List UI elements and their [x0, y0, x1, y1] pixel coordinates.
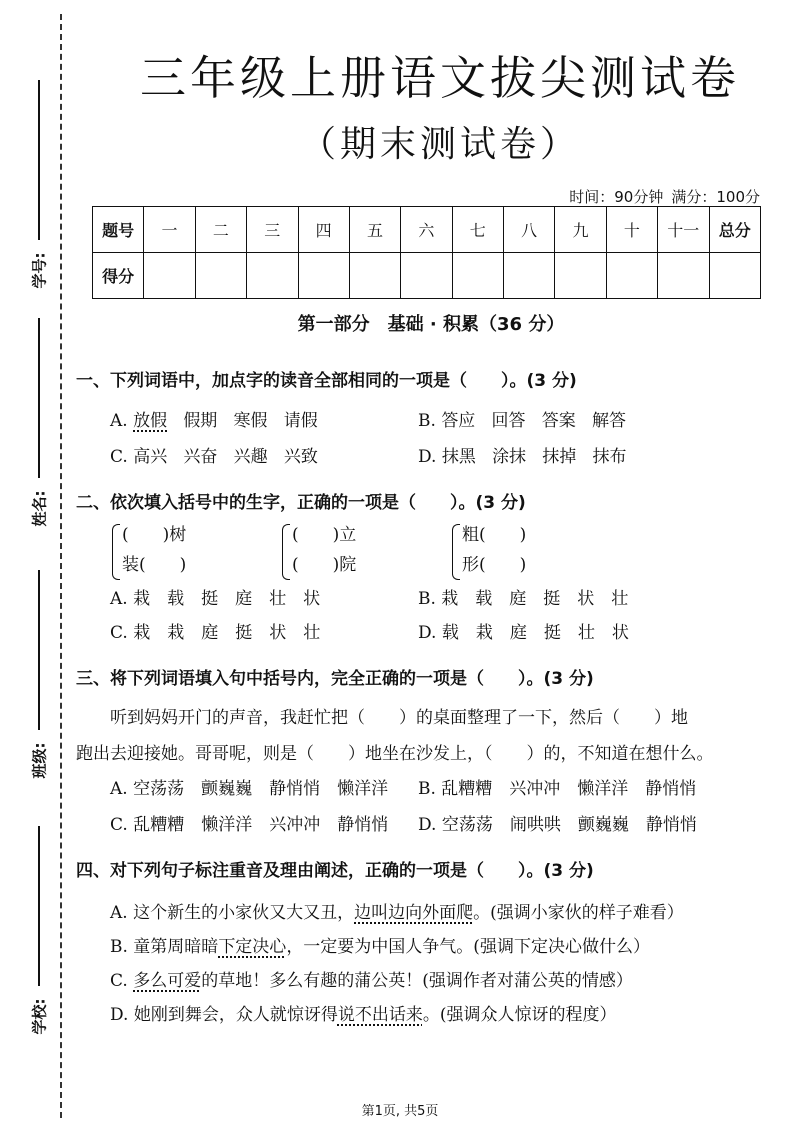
q1-d-word: 涂抹 [492, 447, 527, 467]
score-cell[interactable] [247, 253, 298, 299]
q4-b-stressed: 下定决心 [218, 937, 287, 957]
q3-option-a[interactable]: A. 空荡荡 颤巍巍 静悄悄 懒洋洋 [110, 779, 389, 799]
score-header-cell: 五 [349, 207, 400, 253]
q1-a-word: 寒假 [233, 411, 268, 431]
score-header-cell: 六 [401, 207, 452, 253]
q2-option-d[interactable]: D. 载 栽 庭 挺 壮 状 [418, 623, 629, 643]
q2-option-a[interactable]: A. 栽 载 挺 庭 壮 状 [110, 589, 321, 609]
score-header-cell: 八 [504, 207, 555, 253]
score-header-cell: 三 [247, 207, 298, 253]
q4-option-a[interactable] [110, 898, 684, 923]
q3-prompt: 三、将下列词语填入句中括号内，完全正确的一项是（ ）。(3 分) [76, 669, 594, 689]
q1-d-word: 抹掉 [542, 447, 577, 467]
brace-icon [452, 524, 460, 580]
score-cell[interactable] [606, 253, 657, 299]
school-field[interactable] [10, 826, 50, 1034]
school-label: 学校: [30, 998, 49, 1034]
q1-a-word: 请假 [283, 411, 318, 431]
score-header-cell: 一 [144, 207, 195, 253]
score-cell[interactable] [452, 253, 503, 299]
q1-b-word: 解答 [591, 411, 626, 431]
score-cell[interactable] [555, 253, 606, 299]
q4-option-b[interactable] [110, 932, 650, 957]
q1-option-c[interactable] [110, 442, 318, 467]
score-header-cell: 题号 [93, 207, 144, 253]
binding-dashed-line [60, 14, 62, 1118]
score-cell[interactable] [349, 253, 400, 299]
class-label: 班级: [30, 742, 49, 778]
q4-b-reason: ，一定要为中国人争气。(强调下定决心做什么） [286, 937, 650, 957]
score-cell[interactable] [195, 253, 246, 299]
score-cell[interactable] [298, 253, 349, 299]
q2-group-1 [112, 520, 186, 580]
q4-c-stressed: 多么可爱 [133, 971, 202, 991]
q2-blank[interactable]: 形( ) [462, 555, 527, 575]
score-header-cell: 总分 [709, 207, 761, 253]
q4-option-c[interactable] [110, 966, 633, 991]
q1-c-word: 兴趣 [233, 447, 268, 467]
q2-group-3 [452, 520, 526, 580]
name-label: 姓名: [30, 490, 49, 526]
q4-option-d[interactable] [110, 1000, 616, 1025]
score-row-label: 得分 [93, 253, 144, 299]
q1-option-a[interactable] [110, 406, 318, 431]
q4-a-text: A. 这个新生的小家伙又大又丑， [110, 903, 355, 923]
brace-icon [112, 524, 120, 580]
score-cell[interactable] [504, 253, 555, 299]
q2-blank[interactable]: ( )立 [292, 525, 357, 545]
q4-a-reason: 。(强调小家伙的样子难看） [473, 903, 684, 923]
score-header-cell: 十 [606, 207, 657, 253]
q3-option-d[interactable]: D. 空荡荡 闹哄哄 颤巍巍 静悄悄 [418, 815, 697, 835]
q3-passage-line: 跑出去迎接她。哥哥呢，则是（ ）地坐在沙发上，（ ）的，不知道在想什么。 [76, 744, 714, 764]
score-table-score-row [93, 253, 761, 299]
q4-a-stressed: 边叫边向外面爬 [354, 903, 474, 923]
q3-option-b[interactable]: B. 乱糟糟 兴冲冲 懒洋洋 静悄悄 [418, 779, 697, 799]
score-cell[interactable] [658, 253, 709, 299]
q2-blank[interactable]: ( )树 [122, 525, 187, 545]
score-header-cell: 十一 [658, 207, 709, 253]
q4-d-reason: 。(强调众人惊讶的程度） [422, 1005, 617, 1025]
name-field[interactable] [10, 318, 50, 526]
q1-prompt: 一、下列词语中，加点字的读音全部相同的一项是（ ）。(3 分) [76, 371, 577, 391]
brace-icon [282, 524, 290, 580]
q3-passage [76, 700, 756, 772]
q1-c-word: 兴致 [283, 447, 318, 467]
q2-blank[interactable]: ( )院 [292, 555, 357, 575]
class-blank[interactable] [38, 570, 40, 730]
q4-d-stressed: 说不出话来 [337, 1005, 423, 1025]
option-label: C. [110, 447, 128, 467]
q1-option-d[interactable] [418, 442, 627, 467]
q2-option-c[interactable]: C. 栽 栽 庭 挺 状 壮 [110, 623, 321, 643]
q1-c-word: 高兴 [133, 447, 168, 467]
exam-subtitle: （期末测试卷） [299, 124, 580, 165]
q3-passage-line: 听到妈妈开门的声音，我赶忙把（ ）的桌面整理了一下，然后（ ）地 [76, 708, 688, 728]
class-field[interactable] [10, 570, 50, 778]
time-limit: 时间：90分钟 [569, 188, 664, 206]
q2-blank[interactable]: 装( ) [122, 555, 187, 575]
q4-c-reason: 的草地！多么有趣的蒲公英！(强调作者对蒲公英的情感） [201, 971, 633, 991]
q4-c-text: C. [110, 971, 134, 991]
q1-b-word: 回答 [491, 411, 526, 431]
full-score: 满分：100分 [671, 188, 760, 206]
q2-blank[interactable]: 粗( ) [462, 525, 527, 545]
q1-option-b[interactable] [418, 406, 626, 431]
school-blank[interactable] [38, 826, 40, 986]
page-number: 第1页, 共5页 [361, 1104, 439, 1119]
name-blank[interactable] [38, 318, 40, 478]
score-header-cell: 二 [195, 207, 246, 253]
q1-c-word: 兴奋 [183, 447, 218, 467]
binding-margin [0, 0, 62, 1132]
exam-title: 三年级上册语文拔尖测试卷 [140, 51, 740, 105]
score-cell[interactable] [144, 253, 195, 299]
exam-info [569, 186, 760, 207]
part1-title: 第一部分 基础 · 积累（36 分） [297, 314, 565, 335]
score-header-cell: 九 [555, 207, 606, 253]
option-label: B. [418, 411, 436, 431]
q1-a-word: 假期 [183, 411, 218, 431]
score-header-cell: 四 [298, 207, 349, 253]
option-label: A. [110, 411, 128, 431]
q4-d-text: D. 她刚到舞会，众人就惊讶得 [110, 1005, 338, 1025]
score-table [92, 206, 761, 299]
student-id-blank[interactable] [38, 80, 40, 240]
q2-option-b[interactable]: B. 栽 载 庭 挺 状 壮 [418, 589, 629, 609]
q3-option-c[interactable]: C. 乱糟糟 懒洋洋 兴冲冲 静悄悄 [110, 815, 389, 835]
q4-b-text: B. 童第周暗暗 [110, 937, 219, 957]
score-cell[interactable] [709, 253, 761, 299]
option-label: D. [418, 447, 437, 467]
q1-a-word: 放假 [133, 411, 168, 431]
q4-prompt: 四、对下列句子标注重音及理由阐述，正确的一项是（ ）。(3 分) [76, 861, 594, 881]
q2-prompt: 二、依次填入括号中的生字，正确的一项是（ ）。(3 分) [76, 493, 526, 513]
student-id-label: 学号: [30, 252, 49, 288]
score-cell[interactable] [401, 253, 452, 299]
score-table-header-row [93, 207, 761, 253]
q1-d-word: 抹布 [592, 447, 627, 467]
q2-group-2 [282, 520, 356, 580]
q1-d-word: 抹黑 [441, 447, 476, 467]
q1-b-word: 答应 [441, 411, 476, 431]
student-id-field[interactable] [10, 80, 50, 288]
q1-b-word: 答案 [541, 411, 576, 431]
score-header-cell: 七 [452, 207, 503, 253]
